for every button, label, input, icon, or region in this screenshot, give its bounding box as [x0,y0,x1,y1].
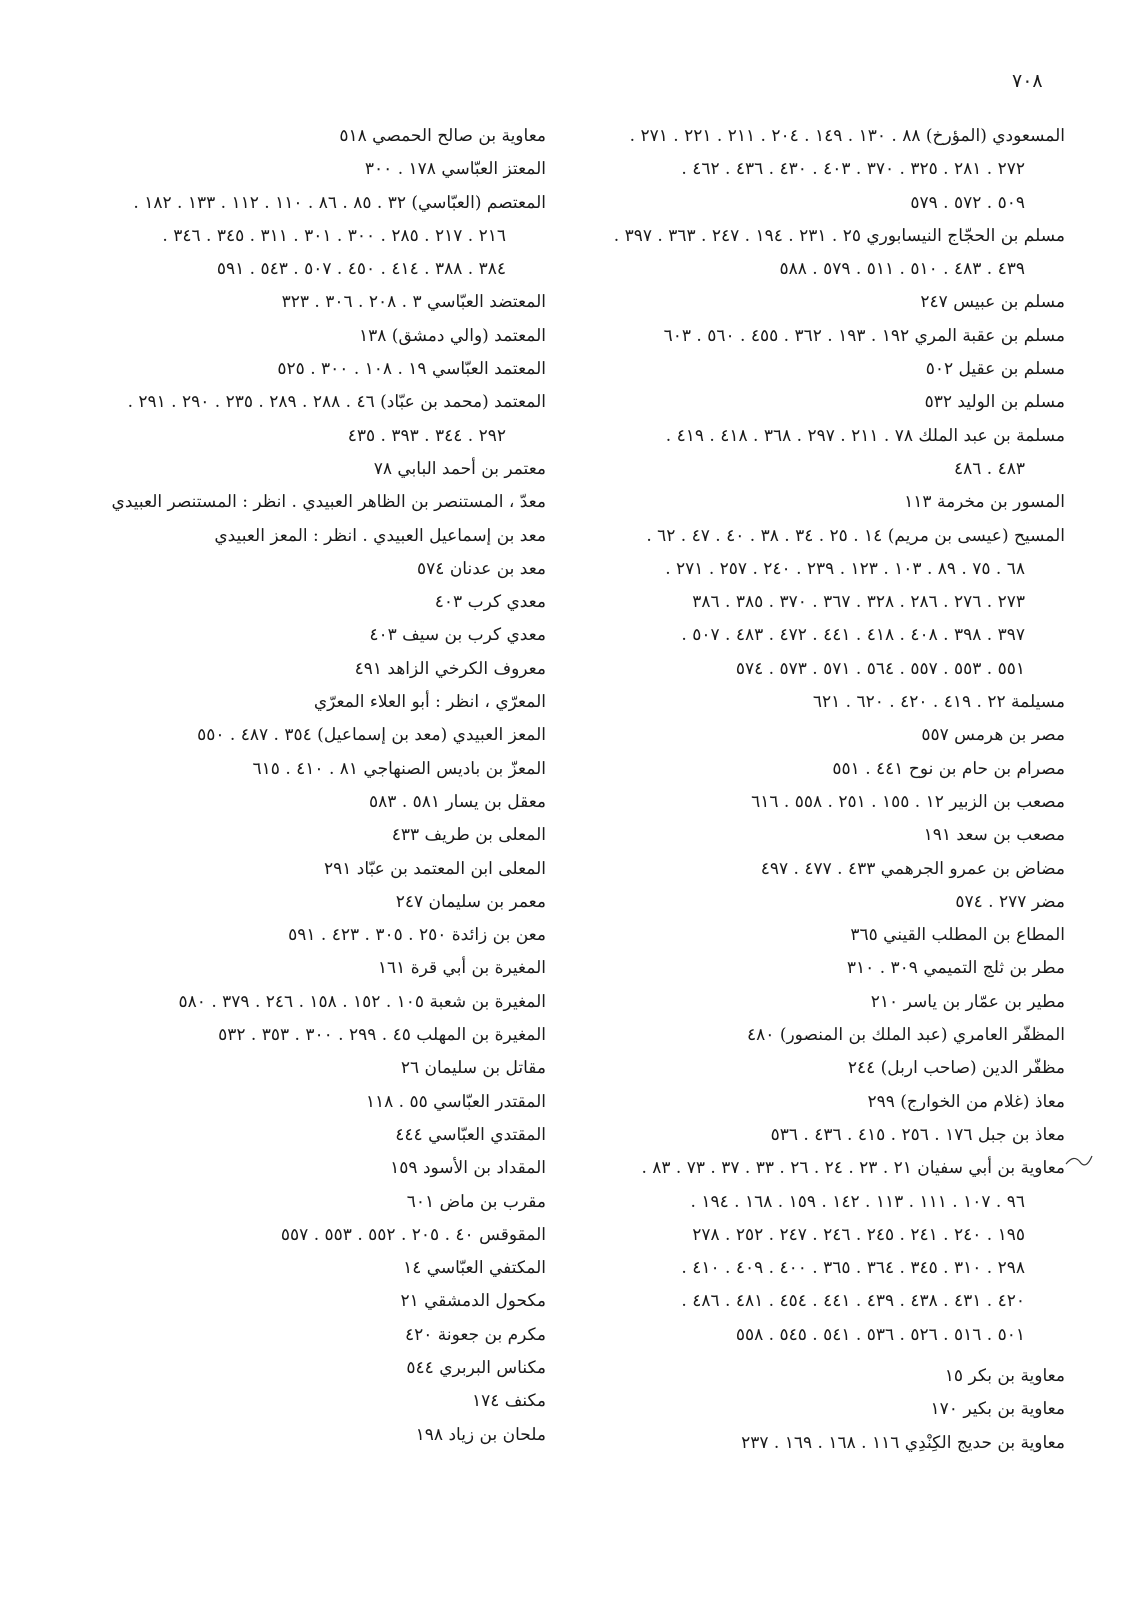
index-entry: معاذ بن جبل ١٧٦ . ٢٥٦ . ٤١٥ . ٤٣٦ . ٥٣٦ [770,1124,1065,1145]
index-entry-continuation: ٢٩٨ . ٣١٠ . ٣٤٥ . ٣٦٤ . ٣٦٥ . ٤٠٠ . ٤٠٩ . ٤١٠ . [681,1258,1025,1279]
index-entry: معاوية بن أبي سفيان ٢١ . ٢٣ . ٢٤ . ٢٦ . ٣٣ . ٣٧ . ٧٣ . ٨٣ . [641,1158,1065,1179]
index-entry: معد بن عدنان ٥٧٤ [417,558,546,579]
index-entry: معاوية بن بكير ١٧٠ [930,1399,1065,1420]
index-entry: مسلم بن الحجّاج النيسابوري ٢٥ . ٢٣١ . ١٩٤ . ٢٤٧ . ٣٦٣ . ٣٩٧ . [613,225,1065,246]
index-entry: المعتضد العبّاسي ٣ . ٢٠٨ . ٣٠٦ . ٣٢٣ [281,292,546,313]
index-entry-continuation: ٦٨ . ٧٥ . ٨٩ . ١٠٣ . ١٢٣ . ٢٣٩ . ٢٤٠ . ٢٥٧ . ٢٧١ . [665,558,1025,579]
index-entry: مسيلمة ٢٢ . ٤١٩ . ٤٢٠ . ٦٢٠ . ٦٢١ [812,692,1065,713]
index-entry: معد بن إسماعيل العبيدي . انظر : المعز العبيدي [214,525,546,546]
index-entry: معاذ (غلام من الخوارج) ٢٩٩ [867,1091,1065,1112]
index-entry-continuation: ٩٦ . ١٠٧ . ١١١ . ١١٣ . ١٤٢ . ١٥٩ . ١٦٨ . ١٩٤ . [690,1191,1025,1212]
index-entry: مصر بن هرمس ٥٥٧ [921,725,1065,746]
index-entry-continuation: ٥٥١ . ٥٥٣ . ٥٥٧ . ٥٦٤ . ٥٧١ . ٥٧٣ . ٥٧٤ [735,658,1025,679]
index-entry: مصعب بن الزبير ١٢ . ١٥٥ . ٢٥١ . ٥٥٨ . ٦١٦ [751,791,1065,812]
index-entry: المسور بن مخرمة ١١٣ [904,492,1065,513]
index-entry: مطير بن عمّار بن ياسر ٢١٠ [870,991,1065,1012]
index-entry: ملحان بن زياد ١٩٨ [415,1424,546,1445]
index-entry: معروف الكرخي الزاهد ٤٩١ [354,658,546,679]
index-entry: المسيح (عيسى بن مريم) ١٤ . ٢٥ . ٣٤ . ٣٨ . ٤٠ . ٤٧ . ٦٢ . [646,525,1065,546]
index-entry: المغيرة بن المهلب ٤٥ . ٢٩٩ . ٣٠٠ . ٣٥٣ . ٥٣٢ [218,1025,546,1046]
index-entry-continuation: ٢٧٣ . ٢٧٦ . ٢٨٦ . ٣٢٨ . ٣٦٧ . ٣٧٠ . ٣٨٥ . ٣٨٦ [692,592,1025,613]
index-entry: مصعب بن سعد ١٩١ [923,825,1065,846]
index-entry: مطر بن ثلج التميمي ٣٠٩ . ٣١٠ [846,958,1065,979]
index-entry-continuation: ٣٨٤ . ٣٨٨ . ٤١٤ . ٤٥٠ . ٥٠٧ . ٥٤٣ . ٥٩١ [216,259,506,280]
index-entry-continuation: ٣٩٧ . ٣٩٨ . ٤٠٨ . ٤١٨ . ٤٤١ . ٤٧٢ . ٤٨٣ . ٥٠٧ . [681,625,1025,646]
index-entry: مضاض بن عمرو الجرهمي ٤٣٣ . ٤٧٧ . ٤٩٧ [760,858,1065,879]
index-entry: المعتمد (محمد بن عبّاد) ٤٦ . ٢٨٨ . ٢٨٩ . ٢٣٥ . ٢٩٠ . ٢٩١ . [127,392,546,413]
index-entry: المعز العبيدي (معد بن إسماعيل) ٣٥٤ . ٤٨٧ . ٥٥٠ [197,725,546,746]
index-entry-continuation: ٤٣٩ . ٤٨٣ . ٥١٠ . ٥١١ . ٥٧٩ . ٥٨٨ [779,259,1025,280]
index-entry-continuation: ١٩٥ . ٢٤٠ . ٢٤١ . ٢٤٥ . ٢٤٦ . ٢٤٧ . ٢٥٢ . ٢٧٨ [692,1224,1025,1245]
index-entry-continuation: ٢٩٢ . ٣٤٤ . ٣٩٣ . ٤٣٥ [347,425,506,446]
index-entry: مظفّر الدين (صاحب اربل) ٢٤٤ [847,1058,1065,1079]
page-number: ٧٠٨ [1012,70,1043,92]
index-entry: معقل بن يسار ٥٨١ . ٥٨٣ [369,791,546,812]
index-entry: المعلى بن طريف ٤٣٣ [391,825,546,846]
index-entry: مكنف ١٧٤ [471,1391,546,1412]
index-entry-continuation: ٤٢٠ . ٤٣١ . ٤٣٨ . ٤٣٩ . ٤٤١ . ٤٥٤ . ٤٨١ . ٤٨٦ . [681,1291,1025,1312]
index-entry: المقتدر العبّاسي ٥٥ . ١١٨ [365,1091,546,1112]
index-entry: المظفّر العامري (عبد الملك بن المنصور) ٤٨٠ [747,1025,1065,1046]
index-entry: مسلم بن عقيل ٥٠٢ [925,359,1065,380]
index-entry-continuation: ٢٧٢ . ٢٨١ . ٣٢٥ . ٣٧٠ . ٤٠٣ . ٤٣٠ . ٤٣٦ . ٤٦٢ . [681,159,1025,180]
index-entry: المعتمد (والي دمشق) ١٣٨ [359,325,546,346]
index-entry: معدي كرب بن سيف ٤٠٣ [369,625,546,646]
index-entry: المسعودي (المؤرخ) ٨٨ . ١٣٠ . ١٤٩ . ٢٠٤ . ٢١١ . ٢٢١ . ٢٧١ . [629,126,1065,146]
index-entry: المقتدي العبّاسي ٤٤٤ [395,1124,546,1145]
index-entry: المطاع بن المطلب القيني ٣٦٥ [850,925,1065,946]
index-entry: المعتمد العبّاسي ١٩ . ١٠٨ . ٣٠٠ . ٥٢٥ [277,359,546,380]
index-entry: مضر ٢٧٧ . ٥٧٤ [955,891,1065,912]
index-entry: مسلم بن الوليد ٥٣٢ [924,392,1065,413]
index-entry: معدّ ، المستنصر بن الظاهر العبيدي . انظر : المستنصر العبيدي [111,492,546,513]
index-entry: معاوية بن صالح الحمصي ٥١٨ [339,126,546,146]
index-entry: مسلم بن عبيس ٢٤٧ [920,292,1065,313]
index-column-right [560,120,1065,1460]
index-entry: معاوية بن حديج الكِنْدِي ١١٦ . ١٦٨ . ١٦٩ . ٢٣٧ [741,1432,1065,1453]
index-entry: المقوقس ٤٠ . ٢٠٥ . ٥٥٢ . ٥٥٣ . ٥٥٧ [280,1224,546,1245]
index-entry: مكحول الدمشقي ٢١ [400,1291,546,1312]
index-entry: المعلى ابن المعتمد بن عبّاد ٢٩١ [323,858,546,879]
index-entry: مسلم بن عقبة المري ١٩٢ . ١٩٣ . ٣٦٢ . ٤٥٥ . ٥٦٠ . ٦٠٣ [663,325,1065,346]
index-entry: المقداد بن الأسود ١٥٩ [390,1158,546,1179]
index-entry: مكناس البربري ٥٤٤ [406,1357,546,1378]
index-entry: المعتصم (العبّاسي) ٣٢ . ٨٥ . ٨٦ . ١١٠ . ١١٢ . ١٣٣ . ١٨٢ . [133,192,546,213]
index-entry: معتمر بن أحمد البابي ٧٨ [373,458,546,479]
index-entry: معاوية بن بكر ١٥ [944,1365,1065,1386]
index-entry-continuation: ٥٠٩ . ٥٧٢ . ٥٧٩ [910,192,1025,213]
index-entry-continuation: ٥٠١ . ٥١٦ . ٥٢٦ . ٥٣٦ . ٥٤١ . ٥٤٥ . ٥٥٨ [735,1324,1025,1345]
index-entry: المكتفي العبّاسي ١٤ [403,1258,546,1279]
index-entry: معن بن زائدة ٢٥٠ . ٣٠٥ . ٤٢٣ . ٥٩١ [288,925,546,946]
index-entry: معدي كرب ٤٠٣ [434,592,546,613]
index-entry: المعتز العبّاسي ١٧٨ . ٣٠٠ [364,159,546,180]
index-entry: مقاتل بن سليمان ٢٦ [400,1058,546,1079]
index-entry: مقرب بن ماض ٦٠١ [406,1191,546,1212]
index-entry: معمر بن سليمان ٢٤٧ [395,891,546,912]
index-entry: المغيرة بن شعبة ١٠٥ . ١٥٢ . ١٥٨ . ٢٤٦ . ٣٧٩ . ٥٨٠ [178,991,546,1012]
index-entry-continuation: ٤٨٣ . ٤٨٦ [953,458,1025,479]
index-entry: مسلمة بن عبد الملك ٧٨ . ٢١١ . ٢٩٧ . ٣٦٨ . ٤١٨ . ٤١٩ . [665,425,1065,446]
index-entry: المغيرة بن أبي قرة ١٦١ [377,958,546,979]
index-entry: مكرم بن جعونة ٤٢٠ [404,1324,546,1345]
index-entry: المعرّي ، انظر : أبو العلاء المعرّي [313,692,546,713]
margin-annotation-mark [1064,1150,1094,1170]
index-column-left [28,120,546,1452]
index-entry-continuation: ٢١٦ . ٢١٧ . ٢٨٥ . ٣٠٠ . ٣٠١ . ٣١١ . ٣٤٥ . ٣٤٦ . [162,225,506,246]
index-entry: مصرام بن حام بن نوح ٤٤١ . ٥٥١ [832,758,1065,779]
index-entry: المعزّ بن باديس الصنهاجي ٨١ . ٤١٠ . ٦١٥ [252,758,546,779]
